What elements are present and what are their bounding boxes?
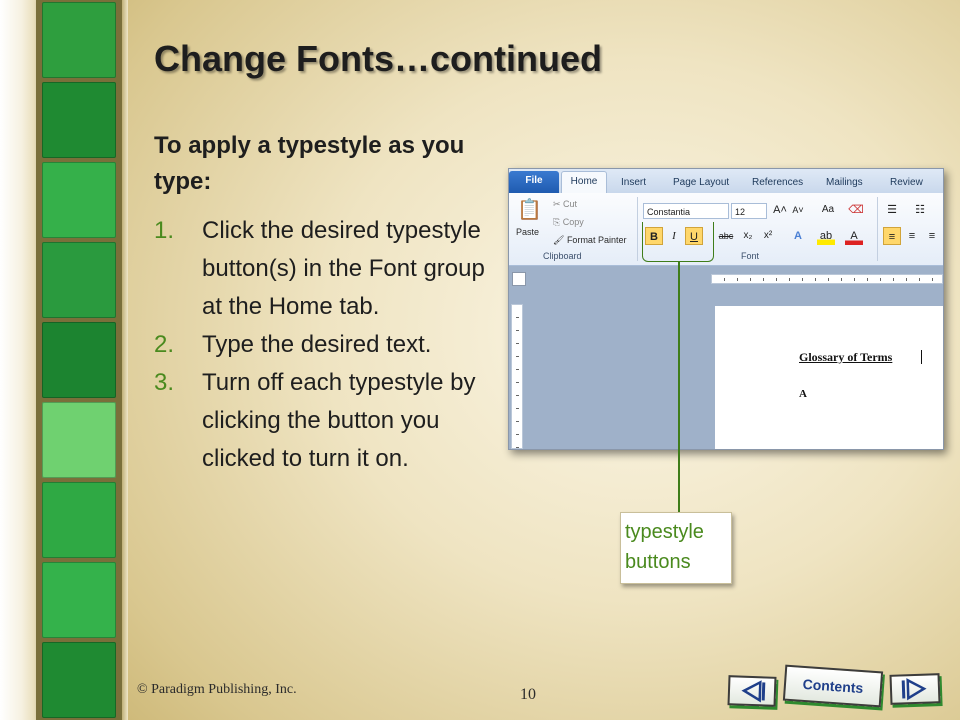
strip-tile [42,562,116,638]
align-left-icon[interactable]: ≡ [883,227,901,245]
strip-tile [42,82,116,158]
group-separator [637,197,638,261]
step-item [154,326,494,364]
page-number: 10 [520,686,536,703]
bullets-icon[interactable]: ☰ [887,204,897,216]
copyright: © Paradigm Publishing, Inc. [137,682,297,697]
tab-review[interactable]: Review [890,177,923,188]
typestyle-bracket [642,222,714,262]
clear-format-icon[interactable]: ⌫ [848,204,864,216]
format-painter-button[interactable]: 🖌 Format Painter [553,235,627,245]
text-effects-icon[interactable]: A [794,230,802,242]
strip-tile [42,402,116,478]
step-number: 3. [154,369,175,396]
copy-button[interactable]: ⎘ Copy [553,217,584,227]
scissors-icon: ✂ [553,199,564,209]
left-margin [0,0,36,720]
numbering-icon[interactable]: ☷ [915,204,925,216]
underline-button[interactable]: U [685,227,703,245]
tab-mailings[interactable]: Mailings [826,177,863,188]
strip-tile [42,242,116,318]
strip-tile [42,482,116,558]
paste-icon: 📋 [517,199,542,221]
previous-button[interactable] [727,675,776,707]
document-page[interactable] [715,306,943,449]
font-name-field[interactable]: Constantia [643,203,729,219]
italic-button[interactable]: I [672,230,676,242]
change-case-icon[interactable]: Aa [821,204,835,215]
step-text: Turn off each typestyle by clicking the button you clicked to turn it on. [202,369,476,472]
font-group-label: Font [741,251,760,261]
step-text: Type the desired text. [202,331,432,358]
decorative-strip [36,0,122,720]
strip-tile [42,162,116,238]
grow-font-icon[interactable]: A˄ [773,204,787,216]
brush-icon: 🖌 [553,235,567,245]
font-color-icon[interactable]: A [845,227,863,245]
step-number: 2. [154,331,175,358]
subscript-button[interactable]: x₂ [743,230,753,241]
step-item [154,212,494,326]
left-arrow-icon [730,677,775,705]
next-button[interactable] [889,673,940,705]
strip-tile [42,322,116,398]
document-heading: Glossary of Terms [799,350,893,364]
tab-references[interactable]: References [752,177,804,188]
contents-button[interactable]: Contents [783,665,883,708]
steps-list [154,212,494,478]
shrink-font-icon[interactable]: A˅ [792,205,804,215]
callout-line [678,262,680,514]
copy-icon: ⎘ [553,217,563,227]
highlight-icon[interactable]: ab [817,227,835,245]
text-cursor [921,350,922,364]
strip-tile [42,642,116,718]
tab-file[interactable]: File [509,171,559,193]
tab-home[interactable]: Home [561,171,607,193]
slide-title: Change Fonts…continued [154,38,602,79]
paste-button[interactable]: Paste [516,227,540,237]
ribbon-tabs [509,169,943,193]
subheading: To apply a typestyle as you type: [154,132,465,195]
right-arrow-icon [892,675,939,703]
ribbon [509,193,943,266]
font-size-field[interactable]: 12 [731,203,767,219]
strip-tile [42,2,116,78]
step-text: Click the desired typestyle button(s) in the Font group at the Home tab. [202,217,485,320]
tab-page-layout[interactable]: Page Layout [673,177,730,188]
group-separator [877,197,878,261]
align-center-icon[interactable]: ≡ [908,230,916,242]
tab-insert[interactable]: Insert [621,177,647,188]
superscript-button[interactable]: x² [763,230,773,241]
clipboard-group-label: Clipboard [543,251,582,261]
vertical-ruler[interactable] [511,304,523,449]
horizontal-ruler[interactable] [711,274,943,284]
document-letter: A [799,388,807,400]
strikethrough-button[interactable]: abc [718,231,734,241]
strip-edge [122,0,128,720]
bold-button[interactable]: B [645,227,663,245]
cut-button[interactable]: ✂ Cut [553,199,578,209]
align-right-icon[interactable]: ≡ [928,230,936,242]
word-screenshot [508,168,944,450]
document-area [509,266,943,449]
step-item [154,364,494,478]
step-number: 1. [154,217,175,244]
typestyle-callout: typestyle buttons [620,512,732,584]
tab-selector[interactable] [512,272,526,286]
